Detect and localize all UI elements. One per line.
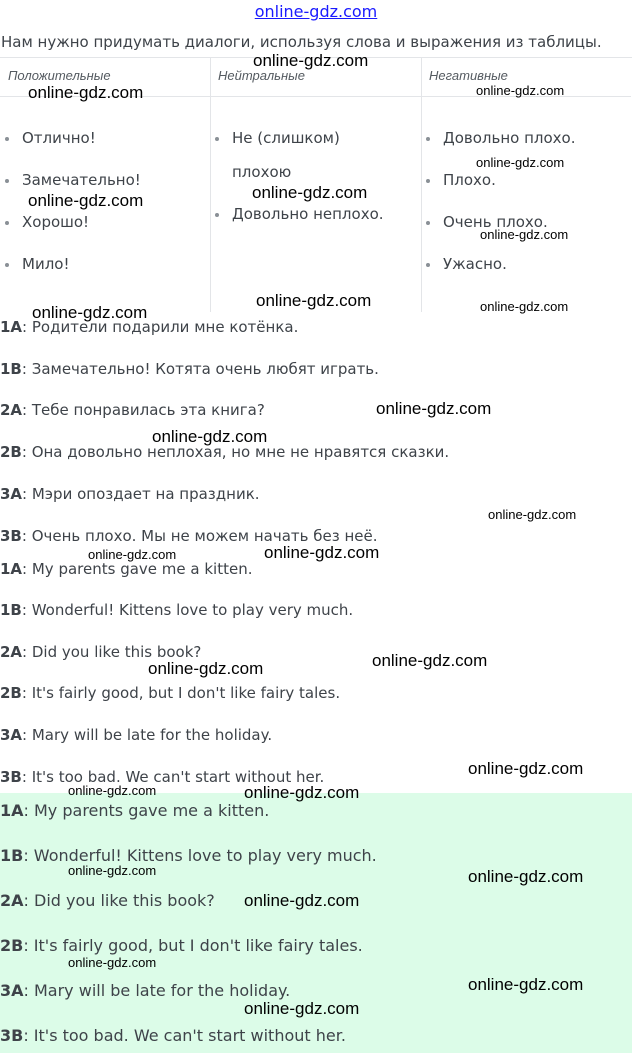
watermark: online-gdz.com xyxy=(480,227,569,242)
dialogue-line: 1B: Wonderful! Kittens love to play very much. xyxy=(0,601,354,619)
watermark: online-gdz.com xyxy=(376,399,492,418)
dialogue-line: 3B: It's too bad. We can't start without her. xyxy=(0,768,325,786)
dialogue-line: 3B: Очень плохо. Мы не можем начать без неё. xyxy=(0,527,378,545)
watermark: online-gdz.com xyxy=(32,303,148,322)
dialogue-line: 2B: It's fairly good, but I don't like fairy tales. xyxy=(0,936,363,955)
watermark: online-gdz.com xyxy=(244,891,360,910)
dialogue-line: 2A: Did you like this book? xyxy=(0,891,215,910)
list-item: Отлично! xyxy=(22,129,96,147)
watermark: online-gdz.com xyxy=(244,783,360,802)
dialogue-line: 1B: Wonderful! Kittens love to play very much. xyxy=(0,846,377,865)
dialogue-line: 2B: Она довольно неплохая, но мне не нравятся сказки. xyxy=(0,443,450,461)
column-heading: Нейтральные xyxy=(218,68,305,83)
watermark: online-gdz.com xyxy=(152,427,268,446)
watermark: online-gdz.com xyxy=(253,51,369,70)
intro-text: Нам нужно придумать диалоги, используя слова и выражения из таблицы. xyxy=(1,33,602,51)
list-item: Довольно плохо. xyxy=(443,129,576,147)
site-link[interactable]: online-gdz.com xyxy=(254,2,378,21)
watermark: online-gdz.com xyxy=(480,299,569,314)
dialogue-line: 3B: It's too bad. We can't start without her. xyxy=(0,1026,346,1045)
list-item: Плохо. xyxy=(443,171,496,189)
watermark: online-gdz.com xyxy=(468,759,584,778)
list-item: Хорошо! xyxy=(22,213,90,231)
watermark: online-gdz.com xyxy=(264,543,380,562)
watermark: online-gdz.com xyxy=(256,291,372,310)
list-item: Ужасно. xyxy=(443,255,507,273)
watermark: online-gdz.com xyxy=(372,651,488,670)
dialogue-line: 1A: Родители подарили мне котёнка. xyxy=(0,318,299,336)
dialogue-line: 1B: Замечательно! Котята очень любят играть. xyxy=(0,360,379,378)
list-item: Очень плохо. xyxy=(443,213,548,231)
watermark: online-gdz.com xyxy=(68,863,157,878)
dialogue-line: 3A: Mary will be late for the holiday. xyxy=(0,726,273,744)
watermark: online-gdz.com xyxy=(476,155,565,170)
dialogue-line: 1A: My parents gave me a kitten. xyxy=(0,801,270,820)
watermark: online-gdz.com xyxy=(244,999,360,1018)
list-item: Не (слишком) xyxy=(232,129,340,147)
dialogue-line: 2A: Тебе понравилась эта книга? xyxy=(0,401,265,419)
list-item: Мило! xyxy=(22,255,70,273)
dialogue-line: 2B: It's fairly good, but I don't like fairy tales. xyxy=(0,684,341,702)
column-heading: Положительные xyxy=(8,68,111,83)
list-item: плохою xyxy=(232,163,292,181)
watermark: online-gdz.com xyxy=(28,83,144,102)
dialogue-line: 3A: Mary will be late for the holiday. xyxy=(0,981,291,1000)
watermark: online-gdz.com xyxy=(68,783,157,798)
watermark: online-gdz.com xyxy=(488,507,577,522)
list-item: Замечательно! xyxy=(22,171,141,189)
watermark: online-gdz.com xyxy=(88,547,177,562)
column-heading: Негативные xyxy=(429,68,508,83)
watermark: online-gdz.com xyxy=(28,191,144,210)
watermark: online-gdz.com xyxy=(252,183,368,202)
watermark: online-gdz.com xyxy=(468,975,584,994)
watermark: online-gdz.com xyxy=(148,659,264,678)
list-item: Довольно неплохо. xyxy=(232,205,384,223)
dialogue-line: 1A: My parents gave me a kitten. xyxy=(0,560,253,578)
dialogue-line: 2A: Did you like this book? xyxy=(0,643,202,661)
watermark: online-gdz.com xyxy=(468,867,584,886)
dialogue-line: 3A: Мэри опоздает на праздник. xyxy=(0,485,260,503)
watermark: online-gdz.com xyxy=(68,955,157,970)
watermark: online-gdz.com xyxy=(476,83,565,98)
